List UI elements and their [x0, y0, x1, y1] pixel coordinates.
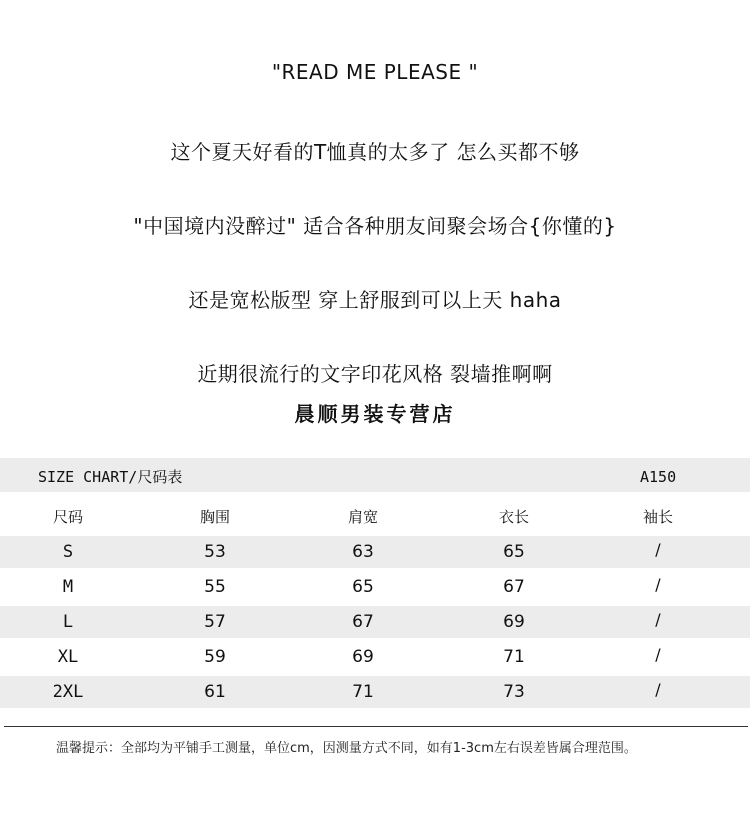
size-chart-title: SIZE CHART/尺码表: [38, 468, 183, 486]
header-length: 衣长: [498, 508, 529, 526]
table-header-row: [0, 502, 750, 530]
intro-line-print-style: 近期很流行的文字印花风格 裂墙推啊啊: [197, 362, 553, 386]
cell-length: 71: [503, 647, 525, 667]
cell-chest: 55: [204, 577, 226, 597]
product-code: A150: [640, 468, 677, 486]
size-chart-title-bar: [0, 458, 750, 492]
intro-line-loose-fit: 还是宽松版型 穿上舒服到可以上天 haha: [188, 288, 562, 312]
cell-length: 65: [503, 542, 525, 562]
divider: [4, 726, 748, 727]
cell-sleeve: /: [655, 575, 661, 594]
cell-sleeve: /: [655, 540, 661, 559]
header-size: 尺码: [52, 508, 83, 526]
cell-shoulder: 69: [352, 647, 374, 667]
table-row: [0, 606, 750, 638]
cell-size: XL: [57, 647, 79, 667]
cell-shoulder: 67: [352, 612, 374, 632]
cell-shoulder: 71: [352, 682, 374, 702]
cell-shoulder: 65: [352, 577, 374, 597]
intro-line-read-me: "READ ME PLEASE ": [271, 60, 479, 84]
table-row: [0, 536, 750, 568]
header-sleeve: 袖长: [642, 508, 673, 526]
cell-length: 67: [503, 577, 525, 597]
header-shoulder: 肩宽: [347, 508, 378, 526]
cell-size: M: [62, 577, 74, 597]
cell-length: 73: [503, 682, 525, 702]
cell-size: 2XL: [52, 682, 84, 702]
store-name: 晨顺男装专营店: [294, 402, 456, 426]
cell-size: L: [62, 612, 74, 632]
cell-chest: 57: [204, 612, 226, 632]
cell-sleeve: /: [655, 645, 661, 664]
cell-size: S: [62, 542, 74, 562]
cell-sleeve: /: [655, 610, 661, 629]
header-chest: 胸围: [199, 508, 230, 526]
intro-line-summer: 这个夏天好看的T恤真的太多了 怎么买都不够: [170, 140, 580, 164]
intro-line-party: "中国境内没醉过" 适合各种朋友间聚会场合{你懂的}: [133, 214, 617, 238]
cell-chest: 59: [204, 647, 226, 667]
cell-shoulder: 63: [352, 542, 374, 562]
measurement-note: 温馨提示：全部均为平铺手工测量，单位cm，因测量方式不同，如有1-3cm左右误差皆属合理范围。: [56, 741, 637, 756]
table-row: [0, 676, 750, 708]
cell-length: 69: [503, 612, 525, 632]
cell-chest: 53: [204, 542, 226, 562]
table-row: [0, 571, 750, 603]
cell-sleeve: /: [655, 680, 661, 699]
table-row: [0, 641, 750, 673]
cell-chest: 61: [204, 682, 226, 702]
